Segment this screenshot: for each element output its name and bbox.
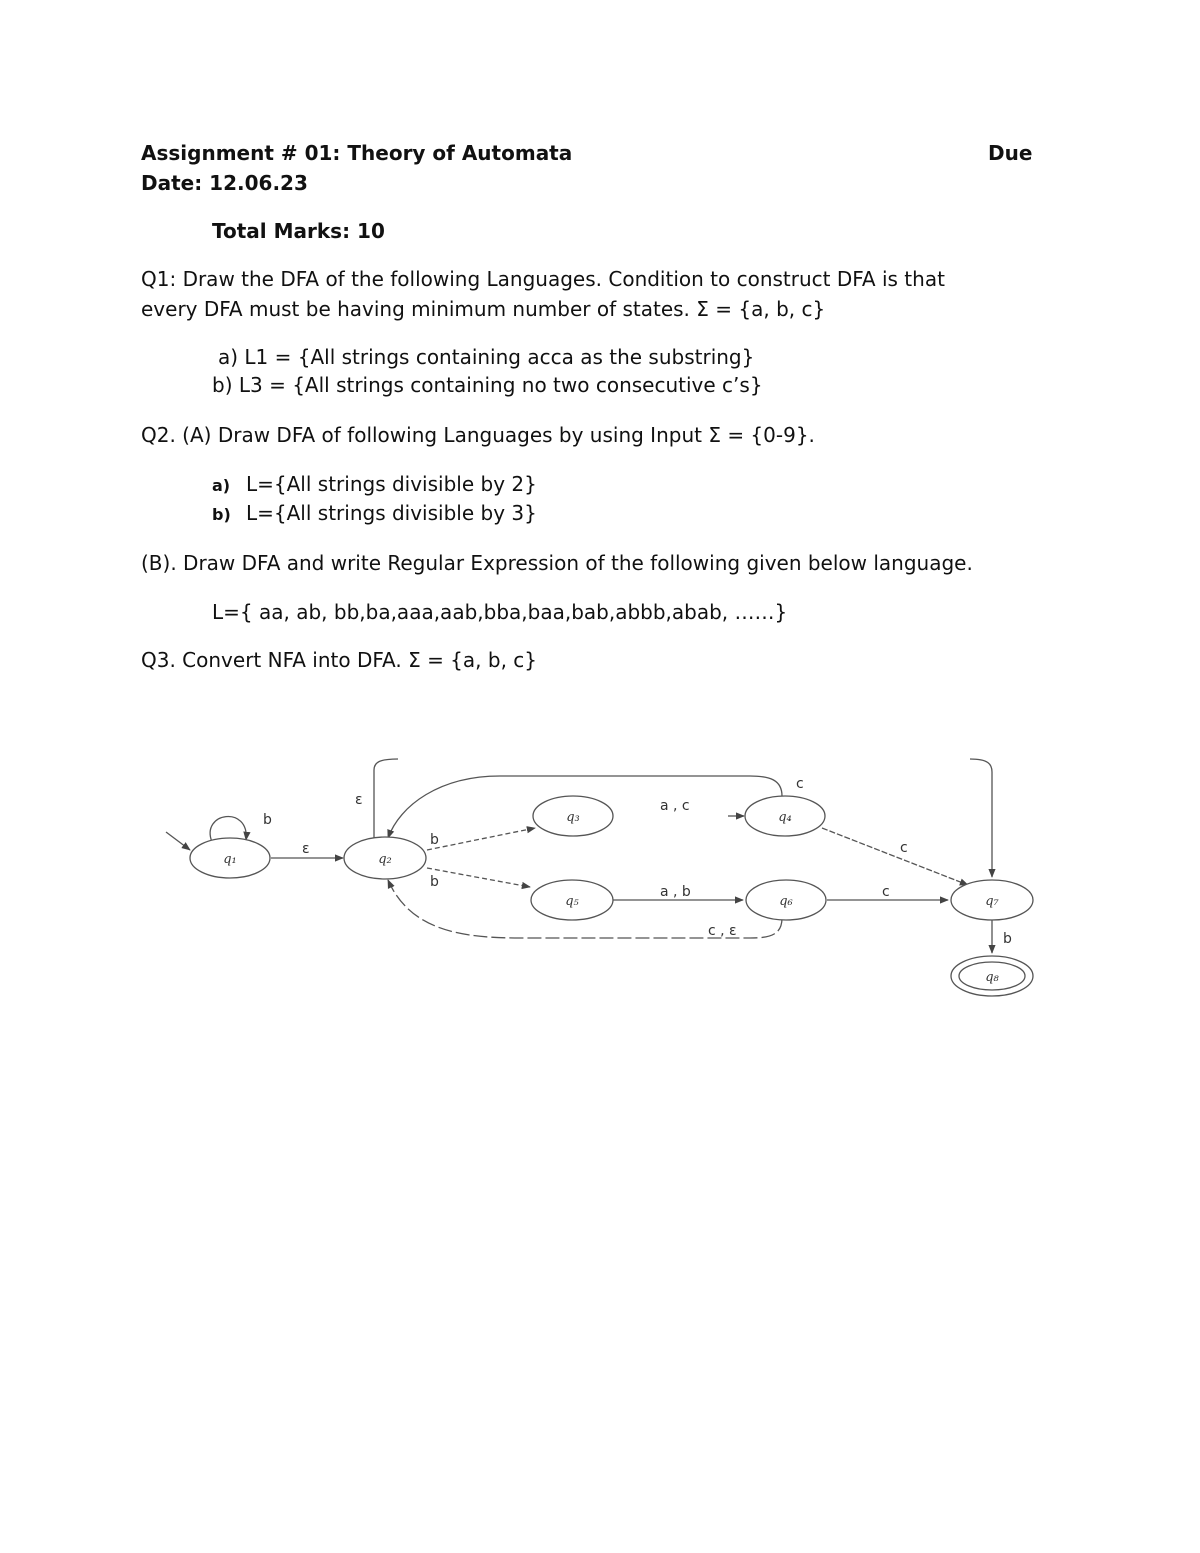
state-label-q8: q₈ (985, 970, 999, 985)
edge-label-q6-q7: c (882, 884, 890, 900)
edge-label-q4-q7: c (900, 840, 908, 856)
due-date: Date: 12.06.23 (141, 171, 308, 195)
edge-label-q2-q7: ε (355, 792, 363, 808)
edge-q2-q3 (427, 828, 535, 850)
q2-b-language: L={ aa, ab, bb,ba,aaa,aab,bba,baa,bab,abbb,abab, ……} (212, 600, 788, 624)
q2-a-title: Q2. (A) Draw DFA of following Languages by using Input Σ = {0-9}. (141, 423, 815, 447)
edge-label-q1-q1: b (263, 812, 272, 828)
q1-item-a: a) L1 = {All strings containing acca as the substring} (218, 345, 755, 369)
state-label-q7: q₇ (985, 894, 999, 909)
q2-item-b-text: L={All strings divisible by 3} (246, 501, 537, 525)
q1-line2: every DFA must be having minimum number of states. Σ = {a, b, c} (141, 297, 826, 321)
q2-item-b-marker: b) (212, 505, 231, 524)
edge-q2-q5 (427, 868, 530, 887)
state-label-q2: q₂ (378, 852, 392, 867)
edge-q2-q7 (374, 759, 992, 877)
state-label-q5: q₅ (565, 894, 579, 909)
q2-item-a-text: L={All strings divisible by 2} (246, 472, 537, 496)
start-arrow (166, 832, 190, 850)
edge-label-q4-q4: c (796, 776, 804, 792)
edge-label-q7-q8: b (1003, 931, 1012, 947)
nfa-diagram (0, 740, 1200, 1020)
q2-b-title: (B). Draw DFA and write Regular Expression of the following given below language. (141, 551, 973, 575)
edge-label-q1-q2: ε (302, 841, 310, 857)
q1-item-b: b) L3 = {All strings containing no two consecutive c’s} (212, 373, 763, 397)
assignment-title: Assignment # 01: Theory of Automata (141, 141, 573, 165)
state-label-q1: q₁ (223, 852, 237, 867)
state-label-q4: q₄ (778, 810, 792, 825)
edge-label-q5-q6: a , b (660, 884, 691, 900)
due-label: Due (988, 141, 1033, 165)
total-marks: Total Marks: 10 (212, 219, 385, 243)
q3-title: Q3. Convert NFA into DFA. Σ = {a, b, c} (141, 648, 538, 672)
q2-item-a-marker: a) (212, 476, 231, 495)
edge-q4-q7 (822, 828, 968, 885)
edge-label-q2-q3: b (430, 832, 439, 848)
edge-label-q6-q2: c , ε (708, 923, 737, 939)
state-label-q6: q₆ (779, 894, 793, 909)
state-label-q3: q₃ (566, 810, 580, 825)
q1-line1: Q1: Draw the DFA of the following Languages. Condition to construct DFA is that (141, 267, 945, 291)
edge-label-q3-q4: a , c (660, 798, 690, 814)
edge-label-q2-q5: b (430, 874, 439, 890)
